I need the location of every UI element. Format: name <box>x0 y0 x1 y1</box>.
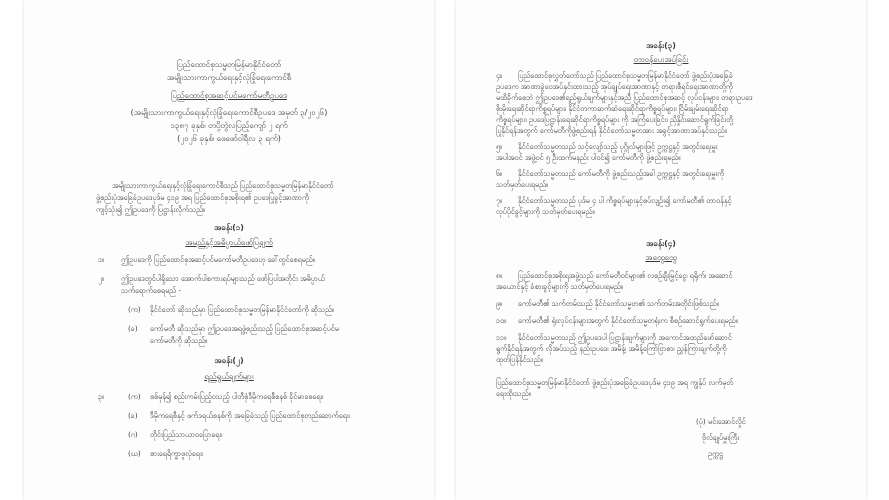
section-8-line-2: အယောင်နှင့် ခံစားခွင့်များကို သတ်မှတ်ပေးရမည်။ <box>496 282 623 291</box>
objective-c-text: တိုင်းပြည်သာယာဝပြောရေး၊ <box>150 430 223 439</box>
section-2a-number: (က) <box>128 305 141 314</box>
section-2-number: ၂။ <box>98 274 104 283</box>
objective-b-number: (ခ) <box>128 411 138 420</box>
section-8-number: ၈။ <box>496 271 503 280</box>
objective-a-text: စစ်မှန်၍ စည်းကမ်းပြည့်ဝသည့် ပါတီစုံဒီမိုကရေစီစနစ် ခိုင်မာစေရေး၊ <box>150 392 324 401</box>
section-5-number: ၅။ <box>496 142 503 151</box>
section-8-line-1: ပြည်ထောင်စုအစိုးရအဖွဲ့သည် ကော်မတီဝင်များ၏ လစဉ်ချီးမြှင့်ငွေ၊ ရရိုက်၊ အဆောင် <box>518 271 733 280</box>
section-4-line-6: ပြုနိုင်ရန်အတွက် ကော်မတီကိုဖွဲ့စည်းရန် နိုင်ငံတော်သမ္မတအား အခွင့်အာဏာအပ်နှင်းသည်။ <box>496 126 727 135</box>
objective-c-number: (ဂ) <box>128 430 138 439</box>
section-1-text: ဤဥပဒေကို ပြည်ထောင်စုအဆင့်ပင်မကော်မတီဥပဒေဟု ခေါ်တွင်စေရမည်။ <box>121 255 315 264</box>
section-4-line-2: ဥပဒေက အာဏာခွဲဝေအပ်နှင်းထားသည့် အုပ်ချုပ်ရေးအာဏာနှင့် တရားစီရင်ရေးအာဏာတို့ကို <box>496 82 733 91</box>
closing-line-1: ပြည်ထောင်စုသမ္မတမြန်မာနိုင်ငံတော် ဖွဲ့စည်းပုံအခြေခံဥပဒေပုဒ်မ ၄၁၉ အရ ကျွန်ုပ် လက်မှတ် <box>496 378 734 387</box>
section-11-line-2: ရွက်နိုင်ရန်အတွက် လိုအပ်သည့် နည်းဥပဒေ၊ အမိန့်၊ အမိန့်ကြော်ငြာစာ၊ ညွှန်ကြားချက်တို့ကို <box>496 344 727 353</box>
section-2a-text: နိုင်ငံတော် ဆိုသည်မှာ ပြည်ထောင်စုသမ္မတမြန်မာနိုင်ငံတော်ကို ဆိုသည်။ <box>150 305 335 314</box>
section-2-line-2: သက်ရောက်စေရမည် - <box>121 286 182 295</box>
section-4-line-4: စိုးမိုးရေးဆိုင်ရာကိစ္စရပ်များ၊ နိုင်ငံတကာဆက်ဆံရေးဆိုင်ရာကိစ္စရပ်များ၊ ငြိမ်းချမ်းရေးဆိုင်ရာ <box>496 104 729 113</box>
right-page <box>456 0 866 500</box>
section-4-line-3: မထိခိုက်စေဘဲ ဤဥပဒေ၏ရည်ရွယ်ချက်များနှင့်အညီ ပြည်ထောင်စုအဆင့် လုပ်ငန်းများ၊ တရားဥပဒေ <box>496 93 753 102</box>
section-7-line-2: လုပ်ပိုင်ခွင့်များကို သတ်မှတ်ပေးရမည်။ <box>496 207 595 216</box>
header-line-2: အမျိုးသားကာကွယ်ရေးနှင့်လုံခြုံရေးကောင်စီ <box>166 73 292 82</box>
section-11-line-3: ထုတ်ပြန်နိုင်သည်။ <box>496 355 543 364</box>
chapter-4-subtitle: အထွေထွေ <box>645 253 677 262</box>
header-line-1: ပြည်ထောင်စုသမ္မတမြန်မာနိုင်ငံတော် <box>176 60 282 69</box>
section-5-line-1: နိုင်ငံတော်သမ္မတသည် သင့်လျော်သည့် ပုဂ္ဂိုလ်များဖြင့် ဥက္ကဋ္ဌနှင့် အတွင်းရေးမှူး <box>518 142 718 151</box>
section-6-line-2: သတ်မှတ်ပေးရမည်။ <box>496 180 549 189</box>
section-10-number: ၁၀။ <box>496 316 507 325</box>
preamble-line-3: ကျင့်သုံး၍ ဤဥပဒေကို ပြဋ္ဌာန်းလိုက်သည်။ <box>96 205 206 214</box>
signatory-rank: ဗိုလ်ချုပ်မှူးကြီး <box>702 433 740 442</box>
section-4-line-1: ပြည်ထောင်စုလွှတ်တော်သည် ပြည်ထောင်စုသမ္မတမြန်မာနိုင်ငံတော် ဖွဲ့စည်းပုံအခြေခံ <box>518 71 733 80</box>
section-3-number: ၃။ <box>98 392 105 401</box>
section-5-line-2: အပါအဝင် အဖွဲ့ဝင် ၅ ဦးထက်မနည်း ပါဝင်၍ ကော်မတီကို ဖွဲ့စည်းရမည်။ <box>496 153 681 162</box>
section-2b-line-1: ကော်မတီ ဆိုသည်မှာ ဤဥပဒေအရဖွဲ့စည်းသည့် ပြည်ထောင်စုအဆင့်ပင်မ <box>150 324 339 333</box>
section-4-number: ၄။ <box>496 71 503 80</box>
section-9-text: ကော်မတီ၏ သက်တမ်းသည် နိုင်ငံတော်သမ္မတ၏ သက်တမ်းအတိုင်းဖြစ်သည်။ <box>518 299 719 308</box>
section-7-number: ၇။ <box>496 196 503 205</box>
signatory-title: ဥက္ကဋ္ဌ <box>708 449 723 458</box>
left-page <box>24 0 434 500</box>
section-6-number: ၆။ <box>496 169 503 178</box>
objective-d-number: (ဃ) <box>128 449 141 458</box>
section-7-line-1: နိုင်ငံတော်သမ္မတသည် ပုဒ်မ ၄ ပါ ကိစ္စရပ်များနှင့်စပ်လျဉ်း၍ ကော်မတီ၏ တာဝန်နှင့် <box>518 196 732 205</box>
section-4-line-5: ကိစ္စရပ်များ၊ ဥပဒေပြဋ္ဌာန်းရေးဆိုင်ရာကိစ္စရပ်များ ကို အကြံပေးခြင်း၊ ညှိနှိုင်းဆောင်ရွက်ခြင်းတို့ <box>496 115 734 124</box>
objective-b-text: ဒီမိုကရေစီနှင့် ဖက်ဒရယ်စနစ်ကို အခြေခံသည့် ပြည်ထောင်စုတည်ဆောက်ရေး၊ <box>150 411 350 420</box>
objective-d-text: စားရေရိက္ခာဖူလုံရေး၊ <box>150 449 203 458</box>
section-2b-line-2: ကော်မတီကို ဆိုသည်။ <box>150 336 208 345</box>
preamble-line-1: အမျိုးသားကာကွယ်ရေးနှင့်လုံခြုံရေးကောင်စီသည် ပြည်ထောင်စုသမ္မတမြန်မာနိုင်ငံတော် <box>112 181 334 190</box>
section-10-text: ကော်မတီ၏ ရုံးလုပ်ငန်းများအတွက် နိုင်ငံတော်သမ္မတရုံးက စီစဉ်ဆောင်ရွက်ပေးရမည်။ <box>518 316 738 325</box>
closing-line-2: ရေးထိုးသည်။ <box>496 389 531 398</box>
chapter-2-subtitle: ရည်ရွယ်ချက်များ <box>204 372 254 381</box>
law-number: (အမျိုးသားကာကွယ်ရေးနှင့်လုံခြုံရေးကောင်စီဥပဒေ အမှတ် ၃/၂၀၂၆) <box>130 108 328 117</box>
chapter-3-title: အခန်း(၃) <box>646 41 676 50</box>
chapter-4-title: အခန်း(၄) <box>646 239 676 248</box>
section-1-number: ၁။ <box>98 255 105 264</box>
chapter-2-title: အခန်း(၂) <box>214 356 244 365</box>
chapter-1-subtitle: အမည်နှင့်အဓိပ္ပာယ်ဖော်ပြချက် <box>185 238 273 247</box>
section-11-line-1: နိုင်ငံတော်သမ္မတသည် ဤဥပဒေပါ ပြဋ္ဌာန်းချက်များကို အကောင်အထည်ဖော်ဆောင် <box>518 333 732 342</box>
law-title: ပြည်ထောင်စုအဆင့်ပင်မကော်မတီဥပဒေ <box>170 91 288 100</box>
myanmar-date: ၁၃၈၇ ခုနှစ်၊ တပို့တွဲလပြည့်ကျော် ၂ ရက် <box>170 121 288 130</box>
section-2b-number: (ခ) <box>128 324 138 333</box>
chapter-3-subtitle: တာဝန်ပေးအပ်ခြင်း <box>633 55 689 64</box>
section-2-line-1: ဤဥပဒေတွင်ပါရှိသော အောက်ပါစကားရပ်များသည် ဖော်ပြပါအတိုင်း အဓိပ္ပာယ် <box>121 274 325 283</box>
gregorian-date: (၂၀၂၆ ခုနှစ်၊ ဖေဖော်ဝါရီလ ၃ ရက်) <box>177 134 281 143</box>
objective-a-number: (က) <box>128 392 141 401</box>
section-9-number: ၉။ <box>496 299 503 308</box>
signatory-name: (ပုံ) မင်းအောင်လှိုင် <box>696 417 746 426</box>
chapter-1-title: အခန်း(၁) <box>214 223 244 232</box>
section-6-line-1: နိုင်ငံတော်သမ္မတသည် ကော်မတီကို ဖွဲ့စည်းသည့်အခါ ဥက္ကဋ္ဌနှင့် အတွင်းရေးမှူးကို <box>518 169 725 178</box>
section-11-number: ၁၁။ <box>496 333 507 342</box>
preamble-line-2: ဖွဲ့စည်းပုံအခြေခံဥပဒေပုဒ်မ ၄၁၉ အရ ပြည်ထောင်စုအစိုးရ၏ ဥပဒေပြုခွင့်အာဏာကို <box>96 193 310 202</box>
